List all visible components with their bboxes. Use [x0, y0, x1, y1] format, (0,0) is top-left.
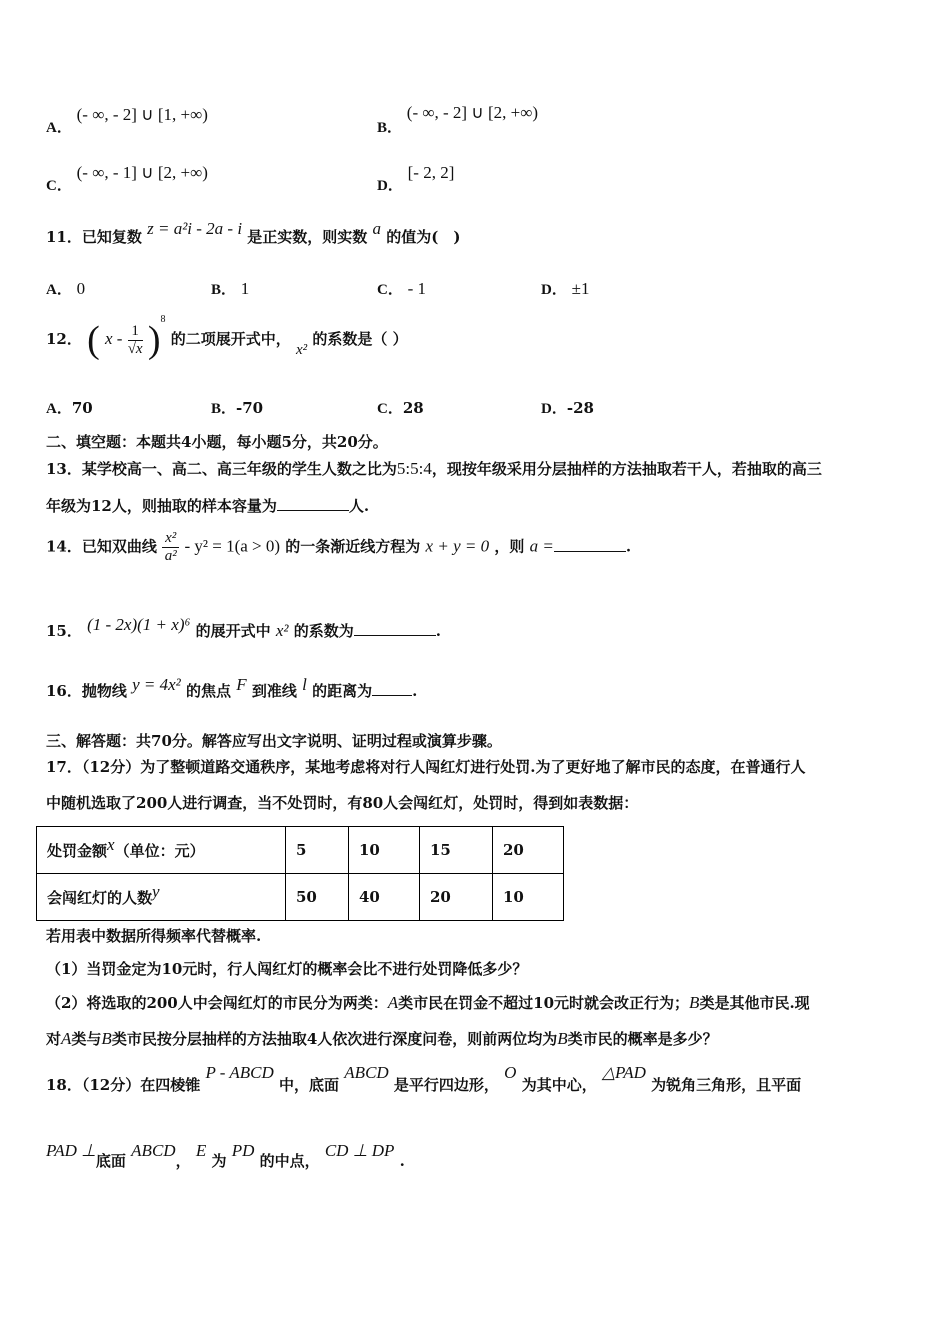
q11-option-c — [377, 278, 426, 299]
q18-mid6: 为 — [211, 1152, 227, 1170]
fraction-numerator: 1 — [128, 323, 143, 341]
q18-base2: ABCD — [131, 1141, 176, 1160]
option-label: D． — [377, 178, 403, 194]
q17-sub3 — [46, 1028, 718, 1049]
q17-sub2-b: 类市民在罚金不超过10元时就会改正行为； — [398, 994, 690, 1012]
q14-then: ，则 — [494, 537, 525, 556]
q15-term: x² — [275, 621, 289, 640]
section-2-heading: 二、填空题：本题共4小题，每小题5分，共20分。 — [46, 433, 388, 451]
q16-focus: F — [236, 675, 247, 694]
q14-fraction — [162, 530, 179, 565]
penalty-table — [36, 826, 564, 921]
class-a-label: A — [61, 1029, 72, 1048]
table-row — [37, 874, 564, 921]
table-cell: 20 — [493, 827, 564, 874]
table-cell: 40 — [349, 874, 420, 921]
class-b-label: B — [689, 993, 700, 1012]
question-18-line1 — [46, 1063, 802, 1095]
q16-directrix: l — [302, 675, 307, 694]
q12-option-d — [541, 397, 594, 418]
q18-pyramid: P - ABCD — [205, 1063, 274, 1082]
q12-expr-left: x - — [105, 329, 123, 348]
q16-equation: y = 4x² — [132, 675, 181, 694]
q17-sub2-a: （2）将选取的200人中会闯红灯的市民分为两类： — [46, 994, 388, 1012]
q10-option-c — [46, 162, 208, 194]
q16-prefix: 16．抛物线 — [46, 682, 127, 700]
option-text: (- ∞, - 2] ∪ [2, +∞) — [406, 103, 539, 122]
option-text: (- ∞, - 2] ∪ [1, +∞) — [76, 105, 208, 124]
q18-mid5: 底面 — [95, 1152, 126, 1170]
question-15 — [46, 615, 442, 641]
q14-answer-var: a = — [529, 536, 554, 556]
q17-sub2 — [46, 992, 810, 1013]
q14-equation: - y² = 1(a > 0) — [184, 536, 281, 556]
table-cell: 10 — [349, 827, 420, 874]
question-17-line2: 中随机选取了200人进行调查，当不处罚时，有80人会闯红灯，处罚时，得到如表数据： — [46, 794, 639, 812]
q17-sub3-c: 类市民按分层抽样的方法抽取4人依次进行深度问卷，则前两位均为 — [111, 1030, 558, 1048]
answer-blank — [354, 635, 436, 636]
question-14 — [46, 530, 631, 565]
q13-text-b: ，现按年级采用分层抽样的方法抽取若干人，若抽取的高三 — [431, 460, 822, 478]
class-b-label: B — [557, 1029, 568, 1048]
q18-segment-pd: PD — [231, 1141, 255, 1160]
q18-mid3: 为其中心， — [521, 1076, 597, 1094]
q12-option-b — [211, 397, 263, 418]
table-cell-head — [37, 874, 286, 921]
table-cell: 5 — [286, 827, 349, 874]
q11-option-a — [46, 278, 85, 299]
q16-middle-2: 到准线 — [251, 682, 297, 700]
q16-middle: 的焦点 — [186, 682, 232, 700]
question-13-line2 — [46, 495, 369, 516]
class-a-label: A — [387, 993, 399, 1012]
q10-option-d — [377, 162, 455, 194]
q15-end: . — [435, 622, 442, 640]
option-text: (- ∞, - 1] ∪ [2, +∞) — [76, 163, 208, 182]
cell-var: x — [107, 834, 115, 854]
question-16 — [46, 675, 418, 701]
q10-option-a — [46, 104, 208, 136]
q13-text-c: 年级为12人，则抽取的样本容量为 — [46, 497, 277, 515]
option-label: A． — [46, 401, 72, 417]
fraction-denominator: a² — [164, 548, 177, 564]
q17-note: 若用表中数据所得频率代替概率. — [46, 927, 262, 945]
question-11 — [46, 219, 461, 247]
q15-suffix: 的系数为 — [293, 622, 354, 640]
option-text: -70 — [236, 399, 264, 417]
option-label: B． — [211, 282, 237, 298]
option-text: ±1 — [571, 279, 590, 298]
q13-text-a: 13．某学校高一、高二、高三年级的学生人数之比为 — [46, 460, 397, 478]
q14-end: . — [625, 537, 632, 556]
option-label: C． — [46, 178, 72, 194]
q15-prefix: 15． — [46, 622, 82, 640]
q15-expression: (1 - 2x)(1 + x)⁶ — [87, 615, 191, 634]
cell-text: 会闯红灯的人数 — [47, 888, 153, 907]
question-18-line2 — [46, 1141, 405, 1171]
answer-blank — [554, 551, 626, 552]
q11-option-d — [541, 278, 589, 299]
q18-mid2: 是平行四边形， — [393, 1076, 499, 1094]
option-text: 1 — [240, 279, 250, 298]
class-b-label: B — [101, 1029, 112, 1048]
q12-option-a — [46, 397, 93, 418]
q11-option-b — [211, 278, 249, 299]
table-cell: 15 — [420, 827, 493, 874]
q18-prefix: 18．（12分）在四棱锥 — [46, 1076, 201, 1094]
option-label: D． — [541, 282, 567, 298]
q18-comma: ， — [175, 1152, 191, 1170]
q18-mid7: 的中点， — [259, 1152, 320, 1170]
option-label: B． — [377, 120, 403, 136]
q18-plane: PAD ⊥ — [46, 1141, 96, 1160]
q18-end: . — [399, 1152, 405, 1170]
option-label: C． — [377, 282, 403, 298]
q14-prefix: 14．已知双曲线 — [46, 537, 157, 556]
q18-base: ABCD — [344, 1063, 389, 1082]
q17-sub2-c: 类是其他市民.现 — [699, 994, 810, 1012]
q12-prefix: 12． — [46, 330, 82, 348]
q11-middle: 是正实数，则实数 — [247, 228, 368, 246]
table-cell-head — [37, 827, 286, 874]
option-text: [- 2, 2] — [407, 163, 455, 182]
option-text: -28 — [566, 399, 594, 417]
q18-point-e: E — [195, 1141, 207, 1160]
q17-sub3-a: 对 — [46, 1030, 62, 1048]
q10-option-b — [377, 102, 539, 136]
q13-ratio: 5:5:4 — [396, 459, 432, 478]
option-text: - 1 — [407, 279, 427, 298]
q17-sub3-b: 类与 — [71, 1030, 102, 1048]
option-label: A． — [46, 120, 72, 136]
q12-middle: 的二项展开式中， — [170, 330, 291, 348]
q11-var: a — [372, 219, 382, 238]
question-13-line1 — [46, 458, 822, 479]
q15-middle: 的展开式中 — [195, 622, 271, 640]
q17-sub3-d: 类市民的概率是多少？ — [567, 1030, 718, 1048]
table-cell: 20 — [420, 874, 493, 921]
option-text: 28 — [402, 399, 424, 417]
q14-asymptote: x + y = 0 — [425, 536, 490, 556]
table-cell: 50 — [286, 874, 349, 921]
q18-triangle: △PAD — [601, 1063, 646, 1082]
question-12: 12． ( x - $\frac{1}{√x}$ )$^8$ 的二项展开式中， x² 的系数是（ ） — [46, 314, 408, 361]
answer-blank — [277, 510, 349, 511]
cell-text: 处罚金额 — [47, 841, 108, 860]
table-cell: 10 — [493, 874, 564, 921]
q12-option-c — [377, 397, 424, 418]
cell-var: y — [152, 881, 160, 901]
q12-term: x² — [295, 342, 308, 358]
q18-mid1: 中，底面 — [279, 1076, 340, 1094]
q11-prefix: 11．已知复数 — [46, 228, 142, 246]
q16-end: . — [412, 682, 418, 700]
q17-sub1: （1）当罚金定为10元时，行人闯红灯的概率会比不进行处罚降低多少？ — [46, 960, 528, 978]
q13-text-d: 人. — [348, 497, 370, 515]
q14-middle: 的一条渐近线方程为 — [285, 537, 421, 556]
option-text: 0 — [76, 279, 86, 298]
fraction-numerator: x² — [162, 530, 179, 548]
q18-perpendicular: CD ⊥ DP — [324, 1141, 395, 1160]
answer-blank — [372, 695, 412, 696]
q12-power: 8 — [160, 314, 166, 325]
fraction-denominator: √x — [127, 340, 143, 357]
q16-suffix: 的距离为 — [312, 682, 373, 700]
q18-center: O — [504, 1063, 517, 1082]
q12-suffix: 的系数是（ ） — [312, 330, 408, 348]
option-label: B． — [211, 401, 237, 417]
section-3-heading: 三、解答题：共70分。解答应写出文字说明、证明过程或演算步骤。 — [46, 732, 502, 750]
option-label: A． — [46, 282, 72, 298]
q11-formula: z = a²i - 2a - i — [147, 219, 243, 238]
option-text: 70 — [71, 399, 93, 417]
table-row — [37, 827, 564, 874]
option-label: D． — [541, 401, 567, 417]
q12-fraction — [128, 323, 143, 358]
option-label: C． — [377, 401, 403, 417]
q18-mid4: 为锐角三角形，且平面 — [651, 1076, 802, 1094]
cell-unit: （单位：元） — [114, 841, 205, 860]
q11-suffix: 的值为( ) — [386, 228, 461, 246]
question-17-line1: 17．（12分）为了整顿道路交通秩序，某地考虑将对行人闯红灯进行处罚.为了更好地了解市民的态度，在普通行人 — [46, 758, 806, 776]
